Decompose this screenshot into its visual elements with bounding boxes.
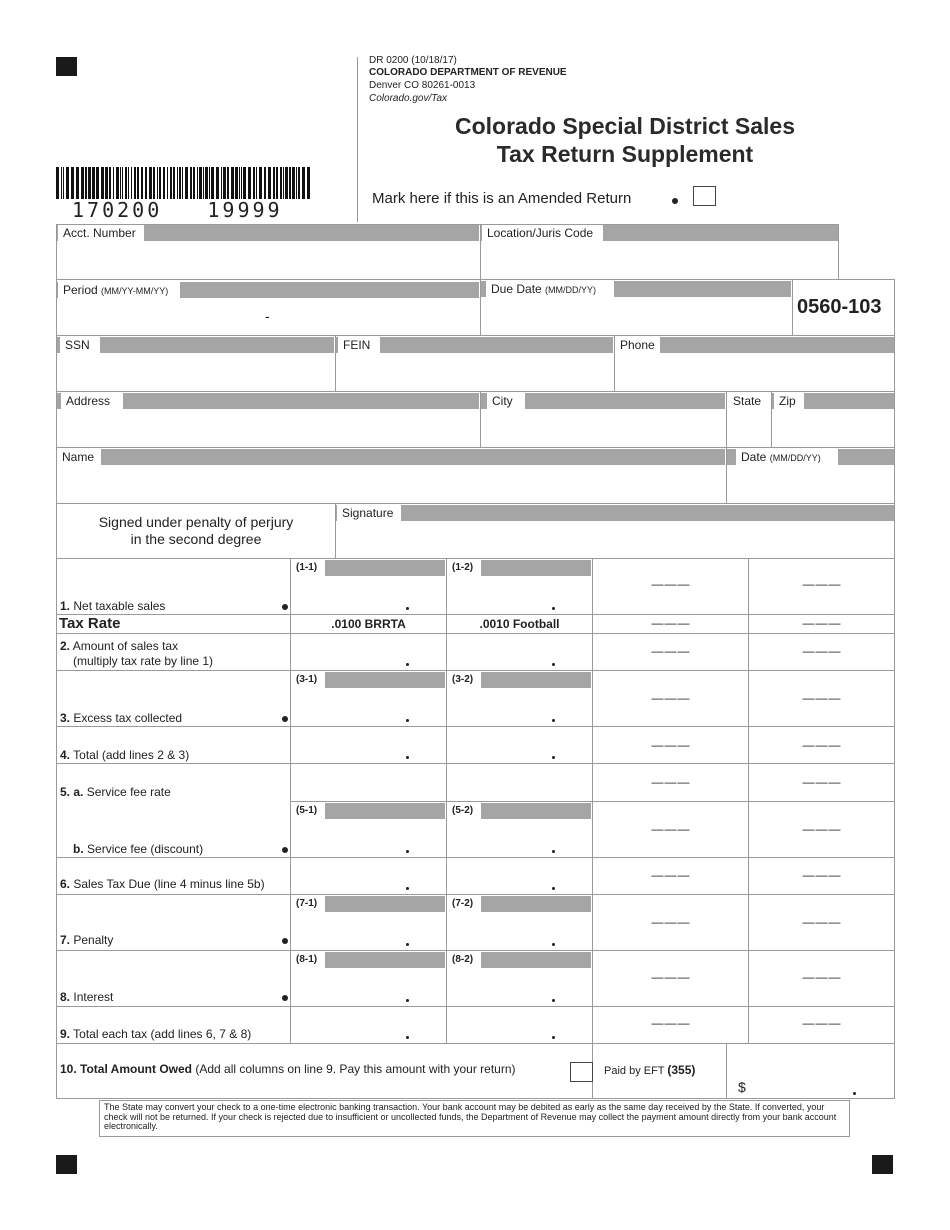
line-6-text: Sales Tax Due (line 4 minus line 5b) bbox=[73, 877, 265, 891]
placeholder-dash: ——— bbox=[651, 775, 691, 789]
service-fee-rate-input[interactable] bbox=[291, 764, 591, 801]
decimal-point bbox=[552, 850, 555, 853]
placeholder-dash: ——— bbox=[651, 868, 691, 882]
barcode-bar bbox=[253, 167, 255, 199]
ssn-label: SSN bbox=[60, 337, 100, 353]
decimal-point bbox=[552, 607, 555, 610]
divider bbox=[480, 279, 839, 280]
barcode-bar bbox=[185, 167, 188, 199]
barcode-bar bbox=[141, 167, 143, 199]
amount-input[interactable] bbox=[291, 858, 445, 894]
city-input[interactable] bbox=[481, 410, 725, 446]
bullet-icon bbox=[282, 716, 288, 722]
placeholder-dash: ——— bbox=[651, 738, 691, 752]
line-5b-letter: b. bbox=[73, 842, 84, 856]
period-format: (MM/YY-MM/YY) bbox=[101, 286, 169, 296]
amount-input[interactable] bbox=[447, 689, 591, 726]
decimal-point bbox=[406, 663, 409, 666]
placeholder-dash: ——— bbox=[651, 577, 691, 591]
line-1-label bbox=[60, 599, 165, 613]
barcode-bar bbox=[137, 167, 139, 199]
line-7-label bbox=[60, 933, 113, 947]
decimal-point bbox=[552, 663, 555, 666]
line-7-number: 7. bbox=[60, 933, 71, 947]
barcode-bar bbox=[256, 167, 257, 199]
code-8-1: (8-1) bbox=[291, 952, 325, 968]
amount-input[interactable] bbox=[447, 1007, 591, 1043]
line-3-number: 3. bbox=[60, 711, 71, 725]
department-website: Colorado.gov/Tax bbox=[369, 93, 448, 104]
address-label: Address bbox=[61, 393, 123, 409]
placeholder-dash: ——— bbox=[802, 775, 842, 789]
barcode-bar bbox=[170, 167, 172, 199]
barcode-bar bbox=[276, 167, 278, 199]
state-input[interactable] bbox=[727, 410, 771, 446]
barcode-bar bbox=[76, 167, 79, 199]
decimal-point bbox=[406, 756, 409, 759]
decimal-point bbox=[406, 850, 409, 853]
code-7-1: (7-1) bbox=[291, 896, 325, 912]
registration-mark bbox=[56, 57, 77, 76]
placeholder-dash: ——— bbox=[651, 1016, 691, 1030]
row-divider bbox=[290, 801, 895, 802]
decimal-point bbox=[552, 943, 555, 946]
paid-by-eft-label bbox=[604, 1063, 695, 1077]
line-5b-text: Service fee (discount) bbox=[87, 842, 204, 856]
barcode-bar bbox=[85, 167, 87, 199]
divider bbox=[792, 279, 793, 335]
barcode-bar bbox=[248, 167, 251, 199]
due-date-input[interactable] bbox=[481, 298, 791, 334]
barcode-bar bbox=[307, 167, 310, 199]
name-input[interactable] bbox=[57, 466, 725, 502]
date-format: (MM/DD/YY) bbox=[769, 453, 821, 463]
divider bbox=[56, 335, 895, 336]
form-title-line2: Tax Return Supplement bbox=[496, 141, 754, 167]
code-1-1: (1-1) bbox=[291, 560, 325, 576]
period-input[interactable] bbox=[57, 299, 479, 335]
registration-mark bbox=[872, 1155, 893, 1174]
tax-rate-col2: .0010 Football bbox=[479, 617, 560, 631]
amount-input[interactable] bbox=[291, 969, 445, 1006]
line-10-title: 10. Total Amount Owed bbox=[60, 1062, 193, 1076]
placeholder-dash: ——— bbox=[651, 822, 691, 836]
amount-input[interactable] bbox=[291, 820, 445, 857]
barcode-bar bbox=[292, 167, 295, 199]
line-5a-text: Service fee rate bbox=[86, 785, 171, 799]
barcode-bar bbox=[235, 167, 238, 199]
amount-input[interactable] bbox=[291, 727, 445, 763]
line-5b-label bbox=[73, 842, 203, 856]
decimal-point bbox=[406, 1036, 409, 1039]
barcode-bar bbox=[131, 167, 132, 199]
code-3-2: (3-2) bbox=[447, 672, 481, 688]
code-5-1: (5-1) bbox=[291, 803, 325, 819]
decimal-point bbox=[406, 607, 409, 610]
field-bar bbox=[57, 449, 725, 465]
barcode-bar bbox=[302, 167, 305, 199]
placeholder-dash: ——— bbox=[802, 691, 842, 705]
placeholder-dash: ——— bbox=[651, 616, 691, 630]
placeholder-dash: ——— bbox=[802, 616, 842, 630]
barcode-bar bbox=[66, 167, 69, 199]
form-code: 0560-103 bbox=[797, 296, 882, 318]
decimal-point bbox=[406, 943, 409, 946]
barcode-bar bbox=[209, 167, 210, 199]
barcode-bar bbox=[227, 167, 229, 199]
decimal-point bbox=[853, 1092, 856, 1095]
check-conversion-notice bbox=[99, 1100, 850, 1137]
name-label: Name bbox=[57, 449, 101, 465]
phone-input[interactable] bbox=[615, 354, 894, 390]
amount-input[interactable] bbox=[447, 858, 591, 894]
placeholder-dash: ——— bbox=[651, 915, 691, 929]
code-7-2: (7-2) bbox=[447, 896, 481, 912]
placeholder-dash: ——— bbox=[802, 970, 842, 984]
barcode-bar bbox=[285, 167, 288, 199]
placeholder-dash: ——— bbox=[802, 644, 842, 658]
barcode-bar bbox=[182, 167, 183, 199]
barcode-bar bbox=[128, 167, 129, 199]
city-label: City bbox=[487, 393, 525, 409]
barcode-bar bbox=[216, 167, 219, 199]
decimal-point bbox=[552, 999, 555, 1002]
barcode-bar bbox=[264, 167, 266, 199]
placeholder-dash: ——— bbox=[802, 577, 842, 591]
barcode bbox=[56, 167, 311, 199]
barcode-bar bbox=[96, 167, 99, 199]
divider bbox=[56, 447, 895, 448]
line-9-number: 9. bbox=[60, 1027, 71, 1041]
barcode-bar bbox=[149, 167, 152, 199]
barcode-bar bbox=[92, 167, 95, 199]
line-4-text: Total (add lines 2 & 3) bbox=[73, 748, 190, 762]
notice-text: The State may convert your check to a one-time electronic banking transaction. Your bank account may be debited as early as the same day received by the State. If converted, your check will not be returned. If your check is rejected due to insufficient or uncollected funds, the Department of Revenue may collect the payment amount directly from your bank account electronically. bbox=[104, 1102, 837, 1131]
date-text: Date bbox=[741, 450, 767, 464]
barcode-bar bbox=[283, 167, 284, 199]
barcode-bar bbox=[298, 167, 300, 199]
barcode-bar bbox=[211, 167, 214, 199]
paid-by-eft-text: Paid by EFT bbox=[604, 1065, 665, 1077]
total-amount-owed-input[interactable] bbox=[727, 1044, 894, 1098]
line-10-label bbox=[60, 1062, 516, 1076]
barcode-bar bbox=[61, 167, 62, 199]
tax-rate-label: Tax Rate bbox=[59, 615, 121, 632]
barcode-bar bbox=[81, 167, 84, 199]
row-divider bbox=[56, 670, 895, 671]
line-8-number: 8. bbox=[60, 990, 71, 1004]
bullet-icon bbox=[282, 604, 288, 610]
zip-label: Zip bbox=[774, 393, 804, 409]
barcode-bar bbox=[120, 167, 121, 199]
paid-by-eft-code: (355) bbox=[667, 1063, 696, 1077]
phone-label: Phone bbox=[615, 337, 660, 353]
location-juris-input[interactable] bbox=[481, 242, 838, 278]
barcode-bar bbox=[163, 167, 165, 199]
location-juris-label: Location/Juris Code bbox=[482, 225, 603, 241]
acct-number-input[interactable] bbox=[57, 242, 479, 278]
tax-rate-col1: .0100 BRRTA bbox=[331, 617, 406, 631]
dollar-sign: $ bbox=[738, 1079, 746, 1095]
barcode-bar bbox=[122, 167, 123, 199]
barcode-bar bbox=[173, 167, 175, 199]
code-1-2: (1-2) bbox=[447, 560, 481, 576]
amount-input[interactable] bbox=[291, 689, 445, 726]
fein-label: FEIN bbox=[338, 337, 380, 353]
barcode-bar bbox=[296, 167, 297, 199]
barcode-bar bbox=[101, 167, 104, 199]
divider bbox=[56, 391, 895, 392]
placeholder-dash: ——— bbox=[802, 822, 842, 836]
barcode-bar bbox=[153, 167, 155, 199]
barcode-bar bbox=[289, 167, 291, 199]
line-3-text: Excess tax collected bbox=[73, 711, 183, 725]
decimal-point bbox=[406, 999, 409, 1002]
zip-input[interactable] bbox=[772, 410, 894, 446]
row-divider bbox=[56, 894, 895, 895]
amount-input[interactable] bbox=[291, 1007, 445, 1043]
line-4-number: 4. bbox=[60, 748, 71, 762]
line-1-number: 1. bbox=[60, 599, 71, 613]
barcode-bar bbox=[190, 167, 192, 199]
bullet-icon bbox=[672, 198, 678, 204]
line-5a-letter: a. bbox=[73, 785, 84, 799]
line-5-number: 5. bbox=[60, 785, 71, 799]
amount-input[interactable] bbox=[291, 577, 445, 614]
bullet-icon bbox=[282, 995, 288, 1001]
barcode-bar bbox=[221, 167, 222, 199]
signed-penalty-text-line2: in the second degree bbox=[130, 531, 262, 547]
line-3-label bbox=[60, 711, 182, 725]
barcode-bar bbox=[231, 167, 234, 199]
line-10-instructions: (Add all columns on line 9. Pay this amount with your return) bbox=[195, 1062, 516, 1076]
line-9-text: Total each tax (add lines 6, 7 & 8) bbox=[73, 1027, 252, 1041]
barcode-bar bbox=[179, 167, 181, 199]
decimal-point bbox=[406, 887, 409, 890]
department-name: COLORADO DEPARTMENT OF REVENUE bbox=[369, 67, 567, 78]
department-address: Denver CO 80261-0013 bbox=[369, 80, 476, 91]
amount-input[interactable] bbox=[291, 913, 445, 950]
barcode-bar bbox=[280, 167, 282, 199]
amount-input[interactable] bbox=[447, 634, 591, 670]
bullet-icon bbox=[282, 847, 288, 853]
barcode-bar bbox=[259, 167, 262, 199]
signature-label: Signature bbox=[337, 505, 401, 521]
field-bar bbox=[336, 505, 894, 521]
date-label bbox=[736, 449, 838, 465]
barcode-bar bbox=[197, 167, 198, 199]
barcode-bar bbox=[241, 167, 242, 199]
barcode-bar bbox=[157, 167, 158, 199]
barcode-bar bbox=[159, 167, 161, 199]
ssn-input[interactable] bbox=[57, 354, 334, 390]
amount-input[interactable] bbox=[447, 577, 591, 614]
line-2-number: 2. bbox=[60, 639, 71, 653]
barcode-bar bbox=[145, 167, 147, 199]
barcode-bar bbox=[56, 167, 59, 199]
barcode-bar bbox=[167, 167, 168, 199]
decimal-point bbox=[552, 887, 555, 890]
decimal-point bbox=[552, 719, 555, 722]
placeholder-dash: ——— bbox=[802, 915, 842, 929]
line-6-label bbox=[60, 877, 265, 891]
line-2-text: Amount of sales tax bbox=[72, 639, 179, 653]
period-text: Period bbox=[63, 283, 98, 297]
line-2-label bbox=[60, 639, 178, 653]
barcode-bar bbox=[177, 167, 178, 199]
line-8-text: Interest bbox=[73, 990, 114, 1004]
code-8-2: (8-2) bbox=[447, 952, 481, 968]
barcode-bar bbox=[223, 167, 226, 199]
state-label: State bbox=[728, 393, 770, 409]
placeholder-dash: ——— bbox=[651, 691, 691, 705]
amount-input[interactable] bbox=[447, 913, 591, 950]
barcode-bar bbox=[193, 167, 195, 199]
line-7-text: Penalty bbox=[73, 933, 114, 947]
barcode-bar bbox=[134, 167, 136, 199]
amount-input[interactable] bbox=[291, 634, 445, 670]
line-4-label bbox=[60, 748, 189, 762]
decimal-point bbox=[552, 756, 555, 759]
amount-input[interactable] bbox=[447, 969, 591, 1006]
barcode-bar bbox=[71, 167, 74, 199]
code-3-1: (3-1) bbox=[291, 672, 325, 688]
signature-input[interactable] bbox=[336, 522, 894, 557]
barcode-bar bbox=[203, 167, 204, 199]
barcode-bar bbox=[199, 167, 202, 199]
form-number: DR 0200 (10/18/17) bbox=[369, 55, 457, 66]
barcode-bar bbox=[88, 167, 91, 199]
form-title-line1: Colorado Special District Sales bbox=[454, 113, 795, 139]
period-dash: - bbox=[265, 308, 270, 324]
period-label bbox=[58, 282, 180, 298]
placeholder-dash: ——— bbox=[802, 738, 842, 752]
placeholder-dash: ——— bbox=[802, 1016, 842, 1030]
placeholder-dash: ——— bbox=[651, 644, 691, 658]
column-divider bbox=[592, 558, 593, 1099]
line-6-number: 6. bbox=[60, 877, 71, 891]
amended-return-checkbox[interactable] bbox=[693, 186, 716, 206]
due-date-format: (MM/DD/YY) bbox=[545, 285, 597, 295]
acct-number-label: Acct. Number bbox=[58, 225, 144, 241]
barcode-bar bbox=[116, 167, 119, 199]
placeholder-dash: ——— bbox=[802, 868, 842, 882]
barcode-bar bbox=[205, 167, 208, 199]
barcode-bar bbox=[63, 167, 64, 199]
barcode-bar bbox=[125, 167, 127, 199]
barcode-bar bbox=[268, 167, 271, 199]
amended-return-label: Mark here if this is an Amended Return bbox=[372, 190, 632, 207]
divider bbox=[56, 503, 895, 504]
decimal-point bbox=[406, 719, 409, 722]
line-8-label bbox=[60, 990, 113, 1004]
barcode-bar bbox=[109, 167, 111, 199]
row-divider bbox=[56, 614, 895, 615]
row-divider bbox=[56, 950, 895, 951]
line-1-text: Net taxable sales bbox=[73, 599, 166, 613]
amount-input[interactable] bbox=[447, 727, 591, 763]
barcode-bar bbox=[105, 167, 108, 199]
barcode-number: 170200 19999 bbox=[72, 198, 283, 222]
address-input[interactable] bbox=[57, 410, 479, 446]
registration-mark bbox=[56, 1155, 77, 1174]
line-5a-label bbox=[60, 785, 171, 799]
due-date-label bbox=[486, 281, 614, 297]
barcode-bar bbox=[273, 167, 275, 199]
amount-input[interactable] bbox=[447, 820, 591, 857]
code-5-2: (5-2) bbox=[447, 803, 481, 819]
line-9-label bbox=[60, 1027, 251, 1041]
barcode-bar bbox=[113, 167, 114, 199]
fein-input[interactable] bbox=[336, 354, 613, 390]
bullet-icon bbox=[282, 938, 288, 944]
date-input[interactable] bbox=[727, 466, 894, 502]
placeholder-dash: ——— bbox=[651, 970, 691, 984]
divider bbox=[56, 558, 895, 559]
header-divider bbox=[357, 57, 358, 222]
decimal-point bbox=[552, 1036, 555, 1039]
signed-penalty-text-line1: Signed under penalty of perjury bbox=[98, 514, 294, 530]
due-date-text: Due Date bbox=[491, 282, 542, 296]
barcode-bar bbox=[239, 167, 240, 199]
line-2-sublabel: (multiply tax rate by line 1) bbox=[73, 654, 214, 668]
barcode-bar bbox=[243, 167, 246, 199]
paid-by-eft-checkbox[interactable] bbox=[570, 1062, 593, 1082]
